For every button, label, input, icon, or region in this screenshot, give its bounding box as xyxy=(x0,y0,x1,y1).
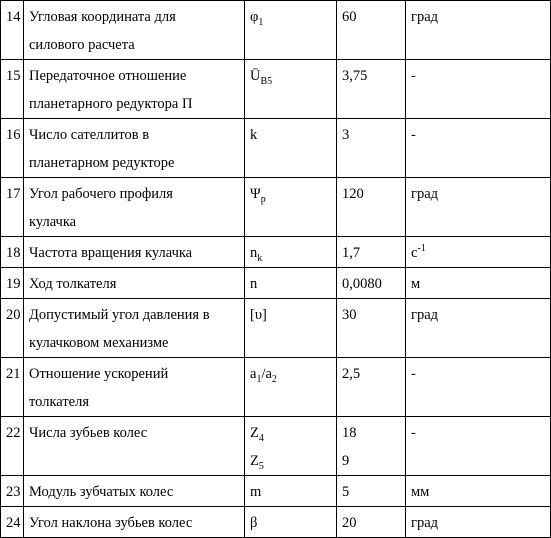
parameter-value: 3 xyxy=(337,119,406,178)
symbol-subscript: 4 xyxy=(258,432,264,444)
parameter-symbol xyxy=(245,358,337,417)
parameter-unit xyxy=(406,237,551,268)
unit-text: м xyxy=(411,276,421,292)
unit-text: - xyxy=(411,366,416,382)
description-line: кулачка xyxy=(29,214,77,230)
row-number: 14 xyxy=(1,1,24,60)
parameter-description xyxy=(24,119,245,178)
parameter-value: 60 xyxy=(337,1,406,60)
description-line: Ход толкателя xyxy=(29,276,117,292)
symbol-text: /a xyxy=(261,366,272,382)
parameter-unit xyxy=(406,358,551,417)
parameter-value: 1,7 xyxy=(337,237,406,268)
parameter-symbol xyxy=(245,417,337,476)
description-line: Модуль зубчатых колес xyxy=(29,484,174,500)
parameter-value xyxy=(337,417,406,476)
description-line: планетарном редукторе xyxy=(29,155,175,171)
parameter-symbol xyxy=(245,237,337,268)
parameter-unit xyxy=(406,299,551,358)
parameter-description xyxy=(24,178,245,237)
parameter-description xyxy=(24,237,245,268)
unit-text: град xyxy=(411,186,439,202)
table-row xyxy=(1,60,551,119)
table-row xyxy=(1,1,551,60)
unit-text: мм xyxy=(411,484,430,500)
symbol-text: [υ] xyxy=(250,307,267,323)
parameter-value: 3,75 xyxy=(337,60,406,119)
parameter-symbol xyxy=(245,476,337,507)
unit-text: град xyxy=(411,307,439,323)
symbol-line xyxy=(250,447,332,475)
description-line: Передаточное отношение xyxy=(29,68,187,84)
parameter-symbol xyxy=(245,268,337,299)
row-number: 20 xyxy=(1,299,24,358)
parameter-unit xyxy=(406,268,551,299)
symbol-text: Z xyxy=(250,453,259,469)
table-row xyxy=(1,417,551,476)
unit-text: - xyxy=(411,68,416,84)
symbol-subscript: k xyxy=(257,252,263,264)
description-line: Угол рабочего профиля xyxy=(29,186,173,202)
parameter-description xyxy=(24,1,245,60)
row-number: 18 xyxy=(1,237,24,268)
parameter-unit xyxy=(406,507,551,538)
parameter-unit xyxy=(406,1,551,60)
table-row xyxy=(1,268,551,299)
parameter-unit xyxy=(406,417,551,476)
table-row xyxy=(1,507,551,538)
symbol-text: φ xyxy=(250,9,259,25)
table-body xyxy=(1,1,551,538)
parameter-symbol xyxy=(245,1,337,60)
symbol-text: Z xyxy=(250,425,259,441)
parameter-description xyxy=(24,268,245,299)
parameter-value: 20 xyxy=(337,507,406,538)
symbol-text: n xyxy=(250,276,258,292)
description-line: Отношение ускорений xyxy=(29,366,169,382)
description-line: Допустимый угол давления в xyxy=(29,307,210,323)
parameter-description xyxy=(24,358,245,417)
parameter-description xyxy=(24,417,245,476)
description-line: силового расчета xyxy=(29,37,135,53)
symbol-subscript: 1 xyxy=(256,373,262,385)
symbol-subscript: 1 xyxy=(258,16,264,28)
row-number: 22 xyxy=(1,417,24,476)
parameter-symbol xyxy=(245,178,337,237)
symbol-subscript: p xyxy=(260,193,266,205)
symbol-text: m xyxy=(250,484,262,500)
parameter-value: 120 xyxy=(337,178,406,237)
row-number: 17 xyxy=(1,178,24,237)
parameter-description xyxy=(24,60,245,119)
parameter-value: 30 xyxy=(337,299,406,358)
table-row xyxy=(1,178,551,237)
row-number: 16 xyxy=(1,119,24,178)
description-line: Частота вращения кулачка xyxy=(29,245,193,261)
parameter-description xyxy=(24,507,245,538)
value-line: 9 xyxy=(342,453,350,469)
row-number: 19 xyxy=(1,268,24,299)
value-line: 18 xyxy=(342,425,357,441)
symbol-text: Ψ xyxy=(250,186,261,202)
parameter-symbol xyxy=(245,507,337,538)
description-line: Угловая координата для xyxy=(29,9,176,25)
row-number: 21 xyxy=(1,358,24,417)
table-row xyxy=(1,476,551,507)
symbol-text: Ū xyxy=(250,68,261,84)
symbol-line xyxy=(250,419,332,447)
parameter-unit xyxy=(406,119,551,178)
description-line: Числа зубьев колес xyxy=(29,425,148,441)
description-line: Число сателлитов в xyxy=(29,127,150,143)
unit-text: c xyxy=(411,245,418,261)
unit-superscript: -1 xyxy=(417,243,426,255)
table-row xyxy=(1,119,551,178)
parameter-description xyxy=(24,299,245,358)
description-line: толкателя xyxy=(29,394,90,410)
parameter-unit xyxy=(406,476,551,507)
symbol-text: a xyxy=(250,366,257,382)
parameter-unit xyxy=(406,178,551,237)
row-number: 24 xyxy=(1,507,24,538)
parameter-value: 2,5 xyxy=(337,358,406,417)
parameter-value: 5 xyxy=(337,476,406,507)
description-line: кулачковом механизме xyxy=(29,335,169,351)
unit-text: град xyxy=(411,515,439,531)
symbol-subscript: B5 xyxy=(260,75,273,87)
symbol-text: k xyxy=(250,127,258,143)
parameter-value: 0,0080 xyxy=(337,268,406,299)
description-line: планетарного редуктора П xyxy=(29,96,193,112)
parameter-symbol xyxy=(245,299,337,358)
parameter-symbol xyxy=(245,60,337,119)
parameter-description xyxy=(24,476,245,507)
description-line: Угол наклона зубьев колес xyxy=(29,515,193,531)
table-row xyxy=(1,237,551,268)
symbol-text: β xyxy=(250,515,258,531)
parameter-unit xyxy=(406,60,551,119)
unit-text: град xyxy=(411,9,439,25)
table-row xyxy=(1,299,551,358)
row-number: 15 xyxy=(1,60,24,119)
symbol-subscript: 5 xyxy=(258,460,264,472)
row-number: 23 xyxy=(1,476,24,507)
symbol-text: n xyxy=(250,245,258,261)
unit-text: - xyxy=(411,425,416,441)
table-row xyxy=(1,358,551,417)
symbol-subscript: 2 xyxy=(271,373,277,385)
unit-text: - xyxy=(411,127,416,143)
parameter-symbol xyxy=(245,119,337,178)
